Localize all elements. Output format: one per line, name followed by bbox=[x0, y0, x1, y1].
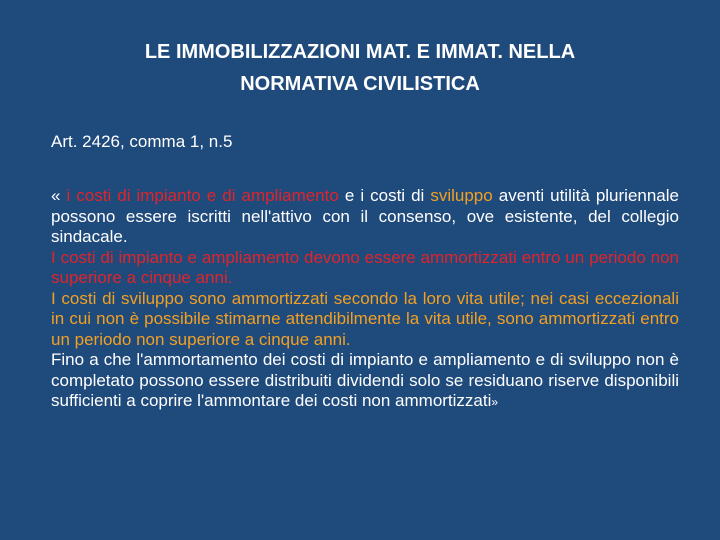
paragraph-3: I costi di sviluppo sono ammortizzati secondo la loro vita utile; nei casi eccezionali in cui non è possibile stimarne attendibilmente la vita utile, sono ammortizzati entro un periodo non superiore a cinque anni. bbox=[51, 288, 679, 349]
close-quote: » bbox=[491, 395, 499, 409]
slide-body bbox=[51, 186, 679, 413]
conjunction-text: e i costi di bbox=[338, 186, 431, 205]
paragraph-1-rest: aventi utilità pluriennale possono essere iscritti nell'attivo con il consenso, ove esistente, del collegio sindacale. bbox=[51, 186, 679, 246]
open-quote: « bbox=[51, 186, 67, 205]
slide-title bbox=[60, 36, 660, 100]
paragraph-2: I costi di impianto e ampliamento devono essere ammortizzati entro un periodo non superiore a cinque anni. bbox=[51, 247, 679, 287]
paragraph-1 bbox=[51, 186, 679, 248]
article-reference: Art. 2426, comma 1, n.5 bbox=[51, 132, 233, 151]
title-line-2: NORMATIVA CIVILISTICA bbox=[240, 73, 480, 95]
paragraph-4 bbox=[51, 350, 679, 413]
highlight-impianto-ampliamento: i costi di impianto e di ampliamento bbox=[66, 186, 339, 205]
highlight-sviluppo: sviluppo bbox=[430, 186, 493, 205]
title-line-1: LE IMMOBILIZZAZIONI MAT. E IMMAT. NELLA bbox=[144, 41, 576, 63]
paragraph-4-text: Fino a che l'ammortamento dei costi di impianto e ampliamento e di sviluppo non è completato possono essere distribuiti dividendi solo se residuano riserve disponibili sufficienti a coprire l'ammontare dei costi non ammortizzati bbox=[51, 350, 679, 410]
